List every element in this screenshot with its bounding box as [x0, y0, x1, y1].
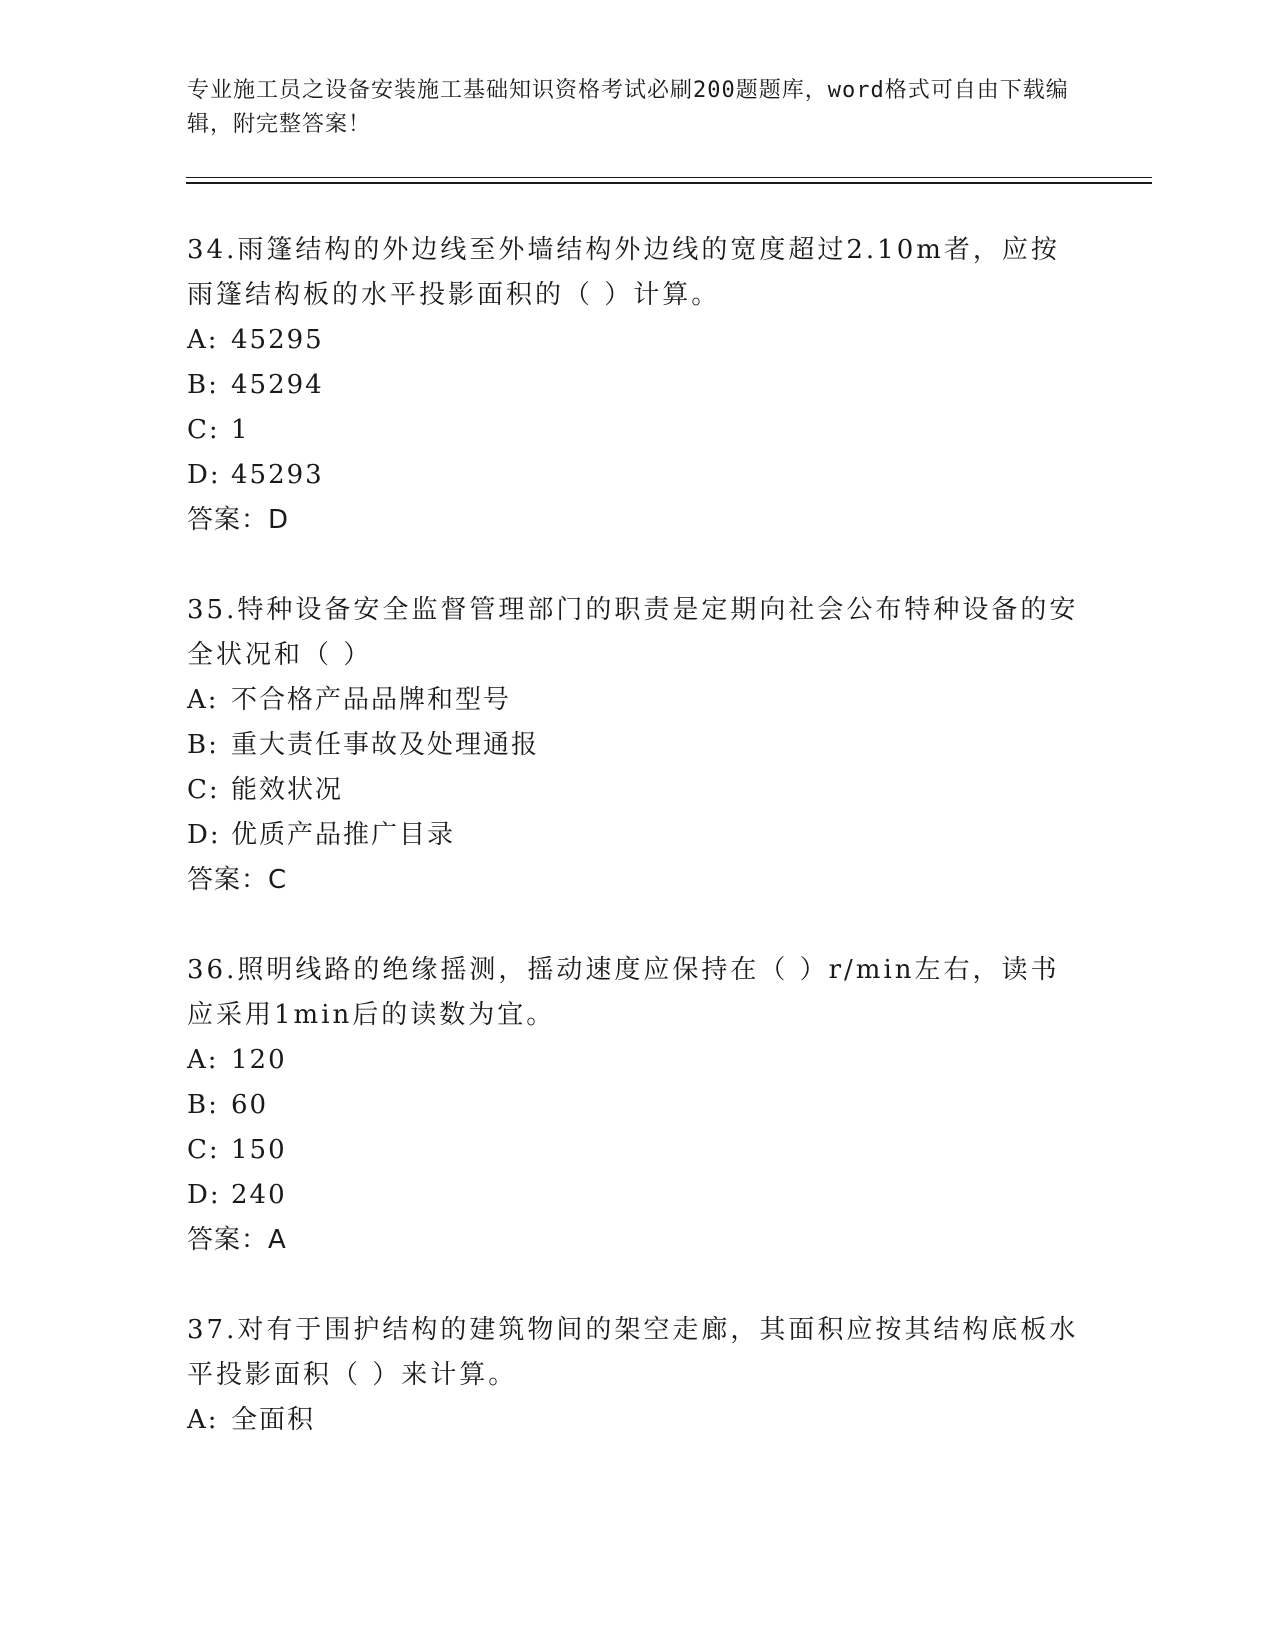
option-d [187, 453, 1087, 498]
option-text: 45294 [231, 370, 324, 400]
option-text: 120 [231, 1045, 287, 1075]
option-d [187, 1173, 1087, 1218]
option-text: 1 [231, 415, 250, 445]
option-text: 45293 [231, 460, 324, 490]
option-c [187, 768, 1087, 813]
question-stem: 36.照明线路的绝缘摇测，摇动速度应保持在（ ）r/min左右，读书应采用1min后的读数为宜。 [187, 955, 1060, 1030]
header-divider-thick [186, 182, 1152, 184]
question-stem: 35.特种设备安全监督管理部门的职责是定期向社会公布特种设备的安全状况和（ ） [187, 595, 1079, 670]
option-label: D: [187, 460, 221, 490]
option-label: B: [187, 730, 219, 760]
option-text: 240 [231, 1180, 287, 1210]
option-text: 能效状况 [231, 775, 344, 805]
option-label: C: [187, 415, 220, 445]
option-label: A: [187, 685, 219, 715]
option-text: 优质产品推广目录 [231, 820, 456, 850]
header-divider-thin [186, 177, 1152, 178]
option-label: C: [187, 775, 220, 805]
option-b [187, 1083, 1087, 1128]
option-label: B: [187, 370, 219, 400]
option-text: 150 [231, 1135, 287, 1165]
option-label: A: [187, 1045, 219, 1075]
question-34 [187, 228, 1087, 543]
question-35 [187, 588, 1087, 903]
option-text: 60 [231, 1090, 269, 1120]
option-text: 45295 [231, 325, 324, 355]
option-b [187, 363, 1087, 408]
option-a [187, 318, 1087, 363]
question-stem: 34.雨篷结构的外边线至外墙结构外边线的宽度超过2.10m者，应按雨篷结构板的水平投影面积的（ ）计算。 [187, 235, 1060, 310]
option-label: D: [187, 820, 221, 850]
option-label: C: [187, 1135, 220, 1165]
option-label: D: [187, 1180, 221, 1210]
option-text: 重大责任事故及处理通报 [231, 730, 540, 760]
option-label: A: [187, 1405, 219, 1435]
question-stem: 37.对有于围护结构的建筑物间的架空走廊，其面积应按其结构底板水平投影面积（ ）来计算。 [187, 1315, 1079, 1390]
answer: 答案：D [187, 505, 290, 535]
question-36 [187, 948, 1087, 1263]
option-c [187, 408, 1087, 453]
option-a [187, 678, 1087, 723]
answer: 答案：C [187, 865, 288, 895]
document-header: 专业施工员之设备安装施工基础知识资格考试必刷200题题库，word格式可自由下载编辑，附完整答案！ [187, 78, 1069, 137]
answer: 答案：A [187, 1225, 287, 1255]
option-d [187, 813, 1087, 858]
question-37 [187, 1308, 1087, 1443]
option-a [187, 1398, 1087, 1443]
option-label: B: [187, 1090, 219, 1120]
option-a [187, 1038, 1087, 1083]
option-b [187, 723, 1087, 768]
option-c [187, 1128, 1087, 1173]
option-text: 不合格产品品牌和型号 [231, 685, 512, 715]
option-text: 全面积 [231, 1405, 316, 1435]
option-label: A: [187, 325, 219, 355]
